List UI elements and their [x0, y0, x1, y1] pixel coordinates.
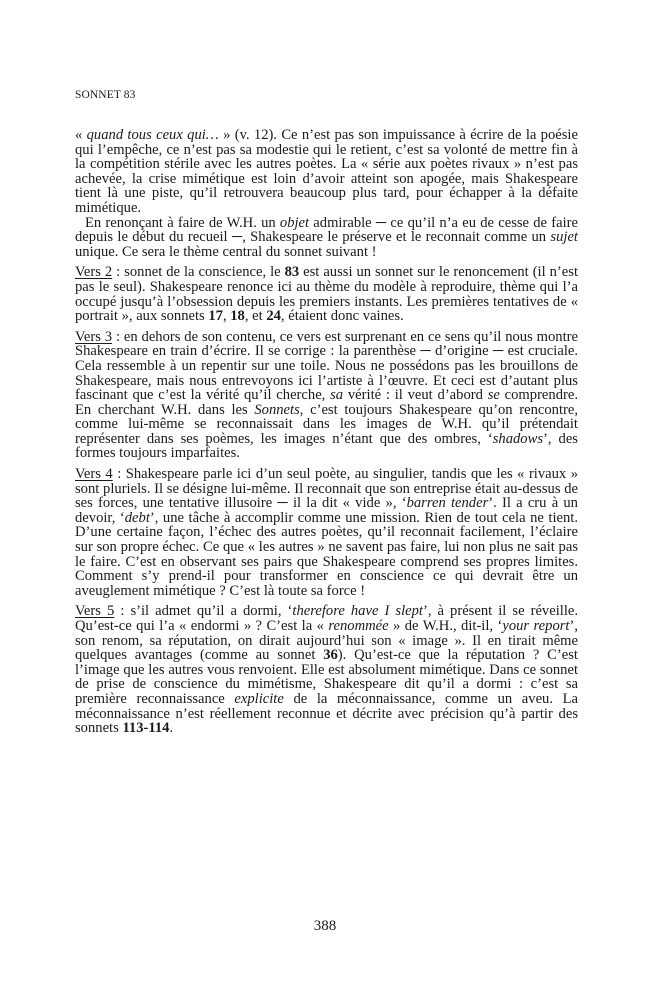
paragraph-renoncant: En renonçant à faire de W.H. un objet admirable ─ ce qu’il n’a eu de cesse de faire depuis le début du recueil ─, Shakespeare le préserve et le reconnait comme un sujet unique. Ce sera le thème central du sonnet suivant !: [75, 214, 578, 260]
note-vers-2: Vers 2 : sonnet de la conscience, le 83 est aussi un sonnet sur le renoncement (il n’est pas le seul). Shakespeare renonce ici au thème du modèle à reproduire, thème qui l’a occupé jusqu’à l’obsession depuis les premiers instants. Les premières tentatives de « portrait », aux sonnets 17, 18, et 24, étaient donc vaines.: [75, 264, 578, 325]
page-number: 388: [313, 918, 337, 934]
note-vers-3: Vers 3 : en dehors de son contenu, ce vers est surprenant en ce sens qu’il nous montre Shakespeare en train d’écrire. Il se corrige : la parenthèse ─ d’origine ─ est cruciale. Cela ressemble à un repentir sur une toile. Nous ne possédons pas les brouillons de Shakespeare, mais nous entrevoyons ici l’artiste à l’œuvre. Et ceci est d’autant plus fascinant que c’est la vérité qu’il cherche, sa vérité : il veut d’abord se comprendre. En cherchant W.H. dans les Sonnets, c’est toujours Shakespeare qu’on rencontre, comme lui-même se reconnaissait dans les images de W.H. qu’il prétendait représenter dans ses poèmes, les images n’étant que des ombres, ‘shadows’, des formes toujours imparfaites.: [75, 328, 578, 462]
note-vers-5: Vers 5 : s’il admet qu’il a dormi, ‘therefore have I slept’, à présent il se réveille. Qu’est-ce qui l’a « endormi » ? C’est la « renommée » de W.H., dit-il, ‘your report’, son renom, sa réputation, on dirait aujourd’hui son « image ». Il en tirait même quelques avantages (comme au sonnet 36). Qu’est-ce que la réputation ? C’est l’image que les autres vous renvoient. Elle est absolument mimétique. Dans ce sonnet de prise de conscience du mimétisme, Shakespeare dit qu’il a dormi : c’est sa première reconnaissance explicite de la méconnaissance, comme un aveu. La méconnaissance n’est réellement reconnue et décrite avec précision qu’à partir des sonnets 113-114.: [75, 603, 578, 737]
note-label: Vers 4: [75, 466, 113, 483]
body-text: [75, 128, 578, 736]
running-head: SONNET 83: [75, 89, 136, 101]
note-vers-4: Vers 4 : Shakespeare parle ici d’un seul poète, au singulier, tandis que les « rivaux » sont pluriels. Il se désigne lui-même. Il reconnait que son entreprise était au-dessus de ses forces, une tentative illusoire ─ il la dit « vide », ‘barren tender’. Il a cru à un devoir, ‘debt’, une tâche à accomplir comme une mission. Rien de tout cela ne tient. D’une certaine façon, l’échec des autres poètes, qu’il reconnait facilement, l’éclaire sur son propre échec. Ce que « les autres » ne savent pas faire, lui non plus ne sait pas le faire. C’est en observant ses pairs que Shakespeare comprend ses propres limites. Comment s’y prend-il pour transformer en conscience ce qui devrait être un aveuglement mimétique ? C’est là toute sa force !: [75, 466, 579, 599]
paragraph-intro: « quand tous ceux qui… » (v. 12). Ce n’est pas son impuissance à écrire de la poésie qui l’empêche, ce n’est pas sa modestie qui le retient, c’est sa volonté de mettre fin à la compétition stérile avec les autres poètes. La « série aux poètes rivaux » n’est pas achevée, la crise mimétique est loin d’avoir atteint son apogée, mais Shakespeare tient là une piste, qu’il retrouvera beaucoup plus tard, pour échapper à la défaite mimétique.: [75, 127, 578, 216]
note-label: Vers 2: [75, 264, 113, 281]
note-label: Vers 3: [75, 328, 113, 345]
note-label: Vers 5: [75, 603, 115, 620]
